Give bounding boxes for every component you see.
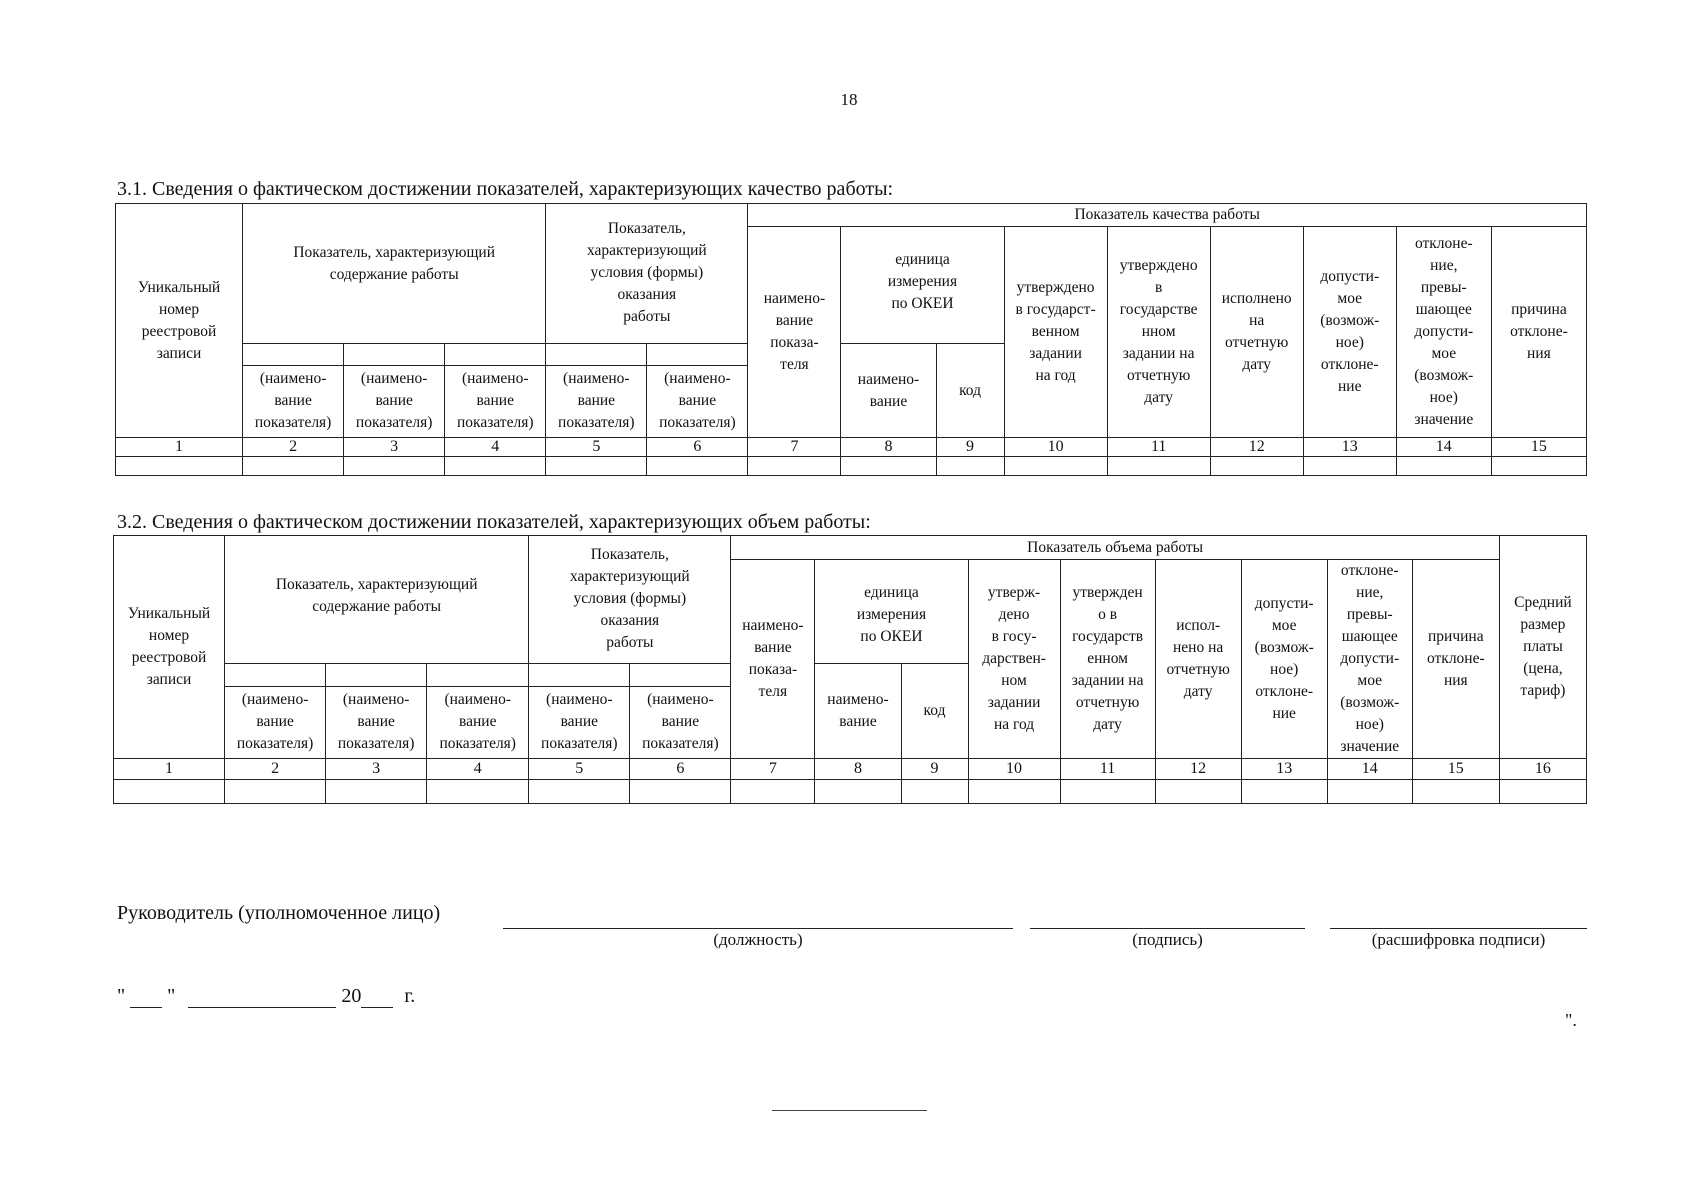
header-line: номер xyxy=(158,300,200,318)
header-line: превы- xyxy=(1420,279,1467,296)
column-number-row xyxy=(114,759,1587,780)
header-line: единица xyxy=(864,584,919,601)
header-line: значение xyxy=(1340,738,1400,755)
data-cell[interactable] xyxy=(647,457,748,476)
end-of-page-rule xyxy=(772,1110,927,1111)
column-number: 4 xyxy=(445,438,546,457)
content-blank-cell xyxy=(243,344,344,366)
data-cell[interactable] xyxy=(968,780,1060,804)
column-number: 13 xyxy=(1241,759,1327,780)
column-number: 6 xyxy=(630,759,731,780)
header-line: дату xyxy=(1242,356,1272,373)
data-cell[interactable] xyxy=(1004,457,1107,476)
allowed-deviation-header xyxy=(1303,227,1396,438)
header-line: вание xyxy=(754,639,792,656)
closing-quote-mark: ". xyxy=(1565,1010,1577,1030)
header-line: работы xyxy=(606,634,654,651)
data-cell[interactable] xyxy=(1396,457,1491,476)
header-line: (наимено- xyxy=(647,691,714,708)
header-line: ния xyxy=(1443,672,1468,689)
header-line: реестровой xyxy=(131,649,207,666)
header-line: енном xyxy=(1087,650,1128,667)
header-line: показа- xyxy=(748,661,798,678)
header-line: мое xyxy=(1357,672,1383,689)
column-number: 5 xyxy=(529,759,630,780)
header-line: испол- xyxy=(1176,617,1221,634)
conditions-sub-name-2 xyxy=(647,366,748,438)
header-line: дату xyxy=(1144,389,1173,406)
header-line: наимено- xyxy=(857,370,920,388)
header-line: показателя) xyxy=(355,414,433,431)
column-number: 1 xyxy=(116,438,243,457)
data-cell[interactable] xyxy=(326,780,427,804)
header-line: работы xyxy=(623,308,671,325)
header-line: ние xyxy=(1338,378,1362,395)
content-indicator-header xyxy=(225,536,529,664)
allowed-deviation-header xyxy=(1241,560,1327,759)
header-line: Показатель, xyxy=(590,546,669,563)
header-line: показателя) xyxy=(558,414,635,431)
column-number: 2 xyxy=(225,759,326,780)
header-line: вание xyxy=(869,392,908,410)
conditions-sub-name-2 xyxy=(630,687,731,759)
header-line: значение xyxy=(1414,411,1474,428)
data-cell[interactable] xyxy=(630,780,731,804)
header-line: исполнено xyxy=(1221,290,1292,307)
column-number: 14 xyxy=(1396,438,1491,457)
data-cell[interactable] xyxy=(1303,457,1396,476)
indicator-name-header xyxy=(748,227,841,438)
header-line: нном xyxy=(1141,323,1176,340)
page-number: 18 xyxy=(840,90,858,109)
header-line: показателя) xyxy=(541,735,618,752)
header-line: задании на xyxy=(1122,345,1195,362)
header-line: отчетную xyxy=(1224,334,1289,351)
column-number: 12 xyxy=(1210,438,1303,457)
column-number: 13 xyxy=(1303,438,1396,457)
header-line: вание xyxy=(577,392,616,409)
date-line xyxy=(117,985,415,1008)
conditions-blank-cell xyxy=(529,664,630,687)
data-cell[interactable] xyxy=(936,457,1004,476)
header-line: условия (формы) xyxy=(573,590,687,607)
column-number: 3 xyxy=(326,759,427,780)
header-line: вание xyxy=(661,713,700,730)
header-line: вание xyxy=(357,713,395,730)
data-cell[interactable] xyxy=(427,780,529,804)
column-number: 7 xyxy=(731,759,815,780)
header-line: (наимено- xyxy=(546,691,613,708)
signature-decoding-line[interactable] xyxy=(1330,928,1587,929)
header-line: записи xyxy=(156,344,202,362)
header-line: (наимено- xyxy=(444,691,511,708)
content-sub-name-3 xyxy=(445,366,546,438)
header-line: измерения xyxy=(856,606,927,623)
header-line: (возмож- xyxy=(1254,639,1314,656)
approved-year-header xyxy=(968,560,1060,759)
day-blank[interactable] xyxy=(130,987,162,1008)
header-line: вание xyxy=(476,392,514,409)
column-number: 16 xyxy=(1499,759,1586,780)
header-line: тариф) xyxy=(1520,682,1566,699)
okei-code-header: код xyxy=(936,344,1004,438)
position-signature-line[interactable] xyxy=(503,928,1013,929)
header-line: вание xyxy=(560,713,599,730)
column-number: 12 xyxy=(1155,759,1241,780)
column-number: 8 xyxy=(841,438,936,457)
col-unique-number-header xyxy=(116,204,243,438)
column-number: 9 xyxy=(936,438,1004,457)
header-line: (наимено- xyxy=(241,691,309,708)
conditions-sub-name-1 xyxy=(546,366,647,438)
section-1-title: 3.1. Сведения о фактическом достижении показателей, характеризующих качество работы: xyxy=(117,178,894,200)
header-line: характеризующий xyxy=(569,568,690,585)
empty-data-row xyxy=(114,780,1587,804)
header-line: отклоне- xyxy=(1510,323,1568,340)
header-line: условия (формы) xyxy=(590,264,704,281)
header-line: в госу- xyxy=(991,628,1037,645)
year-prefix: 20 xyxy=(341,985,362,1007)
data-cell[interactable] xyxy=(1060,780,1155,804)
header-line: утвержден xyxy=(1072,584,1143,601)
position-caption: (должность) xyxy=(713,930,803,949)
header-line: платы xyxy=(1523,638,1563,655)
header-line: оказания xyxy=(600,612,660,629)
header-line: допусти- xyxy=(1254,595,1314,612)
volume-indicator-group-header: Показатель объема работы xyxy=(731,536,1499,560)
header-line: теля xyxy=(758,683,788,700)
data-cell[interactable] xyxy=(225,780,326,804)
column-number: 15 xyxy=(1491,438,1586,457)
header-line: Показатель, xyxy=(607,220,686,237)
header-line: оказания xyxy=(617,286,677,303)
data-cell[interactable] xyxy=(445,457,546,476)
header-line: задании на xyxy=(1071,672,1144,689)
exceeding-deviation-header xyxy=(1327,560,1412,759)
header-line: по ОКЕИ xyxy=(860,628,923,645)
header-line: на год xyxy=(993,716,1035,733)
header-line: ном xyxy=(1001,672,1027,689)
header-line: мое xyxy=(1337,290,1363,307)
header-line: ное) xyxy=(1270,661,1299,678)
header-line: (цена, xyxy=(1523,660,1563,677)
data-cell[interactable] xyxy=(116,457,243,476)
header-line: нено на xyxy=(1173,639,1224,656)
header-line: в государст- xyxy=(1015,301,1096,318)
okei-unit-header xyxy=(841,227,1004,344)
column-number: 4 xyxy=(427,759,529,780)
header-line: на xyxy=(1249,312,1265,329)
header-line: (наимено- xyxy=(360,370,428,387)
header-line: дено xyxy=(998,606,1030,623)
header-line: (наимено- xyxy=(664,370,731,387)
header-line: ние xyxy=(1272,705,1296,722)
column-number: 10 xyxy=(968,759,1060,780)
column-number: 6 xyxy=(647,438,748,457)
header-line: ние, xyxy=(1356,584,1384,601)
header-line: государстве xyxy=(1119,301,1198,318)
column-number: 11 xyxy=(1107,438,1210,457)
header-line: Показатель, характеризующий xyxy=(275,576,478,593)
quality-indicator-group-header: Показатель качества работы xyxy=(748,204,1587,227)
content-blank-cell xyxy=(326,664,427,687)
header-line: дату xyxy=(1093,716,1122,733)
col-unique-number-header xyxy=(114,536,225,759)
column-number: 14 xyxy=(1327,759,1412,780)
column-number: 8 xyxy=(815,759,901,780)
header-line: вание xyxy=(458,713,497,730)
data-cell[interactable] xyxy=(1241,780,1327,804)
header-line: Средний xyxy=(1514,594,1572,611)
indicator-name-header xyxy=(731,560,815,759)
signature-line[interactable] xyxy=(1030,928,1305,929)
header-line: утверждено xyxy=(1016,279,1095,296)
content-sub-name-2 xyxy=(344,366,445,438)
signature-decoding-caption: (расшифровка подписи) xyxy=(1371,930,1546,949)
approved-date-header xyxy=(1107,227,1210,438)
header-line: (возмож- xyxy=(1340,694,1400,711)
content-sub-name-3 xyxy=(427,687,529,759)
exceeding-deviation-header xyxy=(1396,227,1491,438)
okei-name-header xyxy=(815,664,901,759)
data-cell[interactable] xyxy=(243,457,344,476)
date-close-quote: " xyxy=(167,985,176,1007)
header-line: отчетную xyxy=(1075,694,1140,711)
header-line: утверж- xyxy=(987,584,1041,601)
header-line: утверждено xyxy=(1119,257,1198,274)
header-line: характеризующий xyxy=(586,242,707,259)
header-line: отклоне- xyxy=(1255,683,1314,700)
header-line: венном xyxy=(1031,323,1080,340)
data-cell[interactable] xyxy=(1491,457,1586,476)
header-line: показателя) xyxy=(254,414,332,431)
data-cell[interactable] xyxy=(731,780,815,804)
content-blank-cell xyxy=(445,344,546,366)
month-blank[interactable] xyxy=(188,987,336,1008)
quality-table xyxy=(115,203,1587,476)
header-line: на год xyxy=(1035,367,1076,384)
header-line: показателя) xyxy=(659,414,736,431)
header-line: реестровой xyxy=(141,322,217,340)
data-cell[interactable] xyxy=(748,457,841,476)
header-line: дарствен- xyxy=(982,650,1046,667)
header-line: ное) xyxy=(1355,716,1384,733)
content-sub-name-1 xyxy=(243,366,344,438)
header-line: мое xyxy=(1431,345,1457,362)
column-number: 9 xyxy=(901,759,968,780)
conditions-blank-cell xyxy=(546,344,647,366)
data-cell[interactable] xyxy=(546,457,647,476)
header-line: о в xyxy=(1098,606,1118,623)
header-line: ние, xyxy=(1430,257,1458,274)
header-line: содержание работы xyxy=(329,266,459,283)
data-cell[interactable] xyxy=(1327,780,1412,804)
header-line: теля xyxy=(780,356,809,373)
column-number: 1 xyxy=(114,759,225,780)
header-line: вание xyxy=(839,713,877,730)
header-line: Уникальный xyxy=(127,605,211,622)
data-cell[interactable] xyxy=(114,780,225,804)
header-line: записи xyxy=(146,671,192,688)
data-cell[interactable] xyxy=(841,457,936,476)
column-number: 5 xyxy=(546,438,647,457)
header-line: ния xyxy=(1527,345,1551,362)
content-blank-cell xyxy=(344,344,445,366)
header-line: (возмож- xyxy=(1320,312,1380,329)
data-cell[interactable] xyxy=(1412,780,1499,804)
header-line: показателя) xyxy=(456,414,534,431)
header-line: шающее xyxy=(1415,301,1472,318)
data-cell[interactable] xyxy=(1155,780,1241,804)
header-line: единица xyxy=(895,251,950,268)
conditions-blank-cell xyxy=(630,664,731,687)
header-line: показателя) xyxy=(236,735,314,752)
header-line: ное) xyxy=(1335,334,1364,351)
date-open-quote: " xyxy=(117,985,126,1007)
header-line: Показатель, характеризующий xyxy=(293,244,496,261)
header-line: номер xyxy=(148,627,190,644)
header-line: причина xyxy=(1511,301,1567,318)
deviation-reason-header xyxy=(1491,227,1586,438)
header-line: причина xyxy=(1428,628,1484,645)
header-line: показателя) xyxy=(439,735,516,752)
header-line: отклоне- xyxy=(1340,562,1399,579)
content-indicator-header xyxy=(243,204,546,344)
year-suffix: г. xyxy=(404,985,416,1007)
section-2-title: 3.2. Сведения о фактическом достижении показателей, характеризующих объем работы: xyxy=(117,511,871,533)
data-cell[interactable] xyxy=(529,780,630,804)
header-line: вание xyxy=(375,392,413,409)
header-line: допусти- xyxy=(1320,268,1380,285)
header-line: (наимено- xyxy=(259,370,327,387)
header-line: измерения xyxy=(887,273,958,290)
header-line: (наимено- xyxy=(461,370,529,387)
header-line: превы- xyxy=(1346,606,1393,623)
header-line: (наимено- xyxy=(563,370,630,387)
data-cell[interactable] xyxy=(901,780,968,804)
header-line: показателя) xyxy=(337,735,415,752)
year-blank[interactable] xyxy=(361,987,393,1008)
header-line: вание xyxy=(775,312,814,329)
header-line: наимено- xyxy=(827,691,889,708)
signatory-label: Руководитель (уполномоченное лицо) xyxy=(117,902,441,924)
header-line: отчетную xyxy=(1166,661,1230,678)
data-cell[interactable] xyxy=(815,780,901,804)
empty-data-row xyxy=(116,457,1587,476)
column-number: 11 xyxy=(1060,759,1155,780)
header-line: отклоне- xyxy=(1426,650,1485,667)
okei-name-header xyxy=(841,344,936,438)
column-number: 10 xyxy=(1004,438,1107,457)
header-line: (наимено- xyxy=(342,691,410,708)
header-line: допусти- xyxy=(1340,650,1400,667)
header-line: отклоне- xyxy=(1414,235,1473,252)
executed-header xyxy=(1210,227,1303,438)
approved-year-header xyxy=(1004,227,1107,438)
header-line: размер xyxy=(1520,616,1566,633)
header-line: показателя) xyxy=(642,735,719,752)
header-line: вание xyxy=(678,392,717,409)
column-number: 2 xyxy=(243,438,344,457)
approved-date-header xyxy=(1060,560,1155,759)
header-line: задании xyxy=(987,694,1041,711)
header-line: по ОКЕИ xyxy=(891,295,954,312)
okei-code-header: код xyxy=(901,664,968,759)
content-blank-cell xyxy=(225,664,326,687)
executed-header xyxy=(1155,560,1241,759)
signature-caption: (подпись) xyxy=(1132,930,1203,949)
header-line: содержание работы xyxy=(312,598,442,615)
deviation-reason-header xyxy=(1412,560,1499,759)
volume-table xyxy=(113,535,1587,804)
header-line: отклоне- xyxy=(1320,356,1379,373)
content-sub-name-2 xyxy=(326,687,427,759)
content-sub-name-1 xyxy=(225,687,326,759)
header-line: показа- xyxy=(770,334,819,351)
header-line: Уникальный xyxy=(137,278,221,296)
header-line: задании xyxy=(1029,345,1082,362)
column-number: 7 xyxy=(748,438,841,457)
conditions-sub-name-1 xyxy=(529,687,630,759)
header-line: в xyxy=(1154,279,1163,296)
conditions-indicator-header xyxy=(546,204,748,344)
data-cell[interactable] xyxy=(1107,457,1210,476)
header-line: вание xyxy=(274,392,312,409)
header-line: вание xyxy=(256,713,294,730)
column-number: 3 xyxy=(344,438,445,457)
okei-unit-header xyxy=(815,560,968,664)
header-line: наимено- xyxy=(763,290,826,307)
average-fee-header xyxy=(1499,536,1586,759)
header-line: (возмож- xyxy=(1414,367,1474,384)
header-line: ное) xyxy=(1429,389,1458,406)
header-line: шающее xyxy=(1341,628,1398,645)
header-line: отчетную xyxy=(1126,367,1191,384)
content-blank-cell xyxy=(427,664,529,687)
column-number: 15 xyxy=(1412,759,1499,780)
conditions-indicator-header xyxy=(529,536,731,664)
conditions-blank-cell xyxy=(647,344,748,366)
header-line: дату xyxy=(1183,683,1213,700)
header-line: государств xyxy=(1072,628,1144,645)
data-cell[interactable] xyxy=(344,457,445,476)
header-line: наимено- xyxy=(742,617,804,634)
column-number-row xyxy=(116,438,1587,457)
data-cell[interactable] xyxy=(1210,457,1303,476)
header-line: допусти- xyxy=(1414,323,1474,340)
data-cell[interactable] xyxy=(1499,780,1586,804)
header-line: мое xyxy=(1271,617,1297,634)
